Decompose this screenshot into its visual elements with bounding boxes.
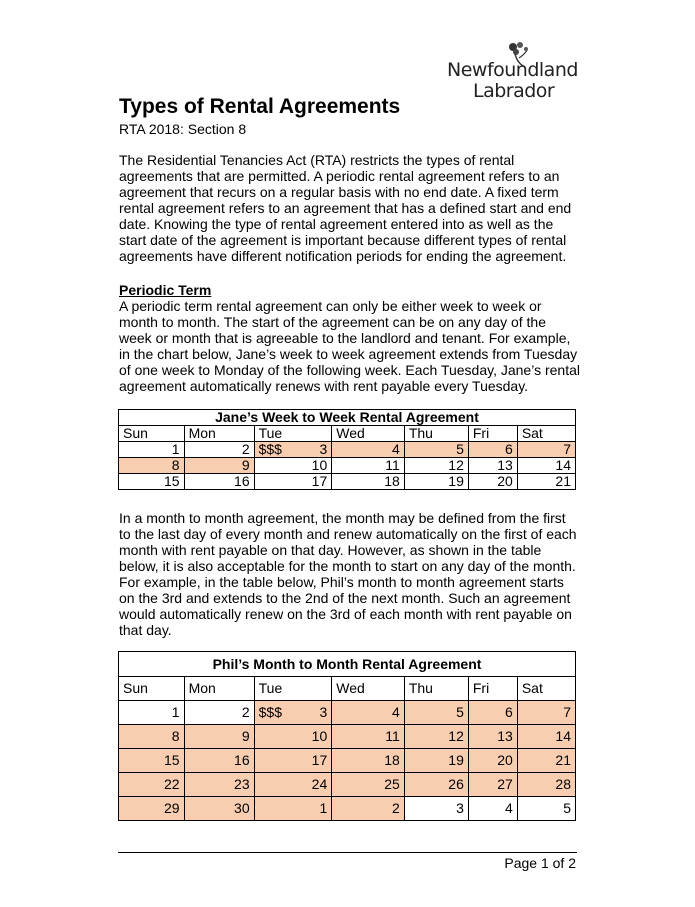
phil-date-cell <box>254 773 332 797</box>
date-number: 16 <box>234 752 250 768</box>
phil-date-cell <box>404 797 468 821</box>
phil-week-row <box>119 749 576 773</box>
date-number: 23 <box>234 776 250 792</box>
date-number: 2 <box>392 800 400 816</box>
phil-day-header: Thu <box>404 677 468 701</box>
date-number: 6 <box>505 704 513 720</box>
jane-week-row <box>119 442 576 458</box>
date-number: 10 <box>311 728 328 744</box>
jane-day-header-row <box>119 426 576 442</box>
date-number: 25 <box>384 776 400 792</box>
phil-day-header: Mon <box>184 677 254 701</box>
jane-date-cell <box>468 442 517 458</box>
page-subtitle: RTA 2018: Section 8 <box>119 121 247 137</box>
jane-date-cell <box>254 442 332 458</box>
jane-date-cell <box>119 474 185 490</box>
phil-date-cell <box>119 797 185 821</box>
phil-date-cell <box>468 701 517 725</box>
phil-date-cell <box>254 701 332 725</box>
phil-date-cell <box>404 773 468 797</box>
newfoundland-labrador-logo <box>447 40 579 102</box>
date-number: 21 <box>555 752 571 768</box>
phil-date-cell <box>517 701 575 725</box>
phil-date-cell <box>184 749 254 773</box>
date-number: 29 <box>164 800 180 816</box>
footer-divider <box>118 852 577 853</box>
date-number: 5 <box>456 441 464 457</box>
periodic-term-paragraph: A periodic term rental agreement can only be either week to week or month to month. The start of the agreement can be on any day of the week or month that is agreeable to the landlord and tenant. For example, in the chart below, Jane’s week to week agreement extends from Tuesday of one week to Monday of the following week. Each Tuesday, Jane’s rental agreement automatically renews with rent payable every Tuesday. <box>119 298 580 394</box>
date-number: 11 <box>385 728 400 744</box>
date-number: 11 <box>385 457 400 473</box>
date-number: 21 <box>555 473 571 489</box>
date-number: 18 <box>384 473 400 489</box>
date-number: 16 <box>234 473 250 489</box>
phil-date-cell <box>254 749 332 773</box>
phil-date-cell <box>254 797 332 821</box>
date-number: 28 <box>555 776 571 792</box>
periodic-term-heading: Periodic Term <box>119 282 212 298</box>
date-number: 14 <box>555 457 571 473</box>
phil-date-cell <box>332 773 405 797</box>
phil-date-cell <box>468 749 517 773</box>
jane-date-cell <box>119 442 185 458</box>
date-number: 2 <box>241 441 250 457</box>
phil-day-header: Tue <box>254 677 332 701</box>
jane-date-cell <box>404 474 468 490</box>
date-number: 15 <box>163 473 180 489</box>
jane-date-cell <box>517 442 575 458</box>
phil-date-cell <box>184 725 254 749</box>
phil-week-row <box>119 701 576 725</box>
date-number: 15 <box>164 752 180 768</box>
date-number: 9 <box>241 728 250 744</box>
date-number: 13 <box>497 728 513 744</box>
phil-date-cell <box>119 725 185 749</box>
date-number: 27 <box>497 776 513 792</box>
phil-day-header: Sun <box>119 677 185 701</box>
phil-date-cell <box>404 725 468 749</box>
phil-date-cell <box>332 725 405 749</box>
jane-day-header: Thu <box>404 426 468 442</box>
rent-due-marker: $$$ <box>258 441 282 457</box>
jane-day-header: Sun <box>119 426 185 442</box>
date-number: 22 <box>164 776 180 792</box>
date-number: 4 <box>392 441 400 457</box>
phil-date-cell <box>404 749 468 773</box>
date-number: 20 <box>497 752 513 768</box>
jane-day-header: Tue <box>254 426 332 442</box>
jane-date-cell <box>332 458 405 474</box>
phil-date-cell <box>332 749 405 773</box>
phil-calendar-table <box>118 651 576 821</box>
phil-date-cell <box>119 773 185 797</box>
date-number: 4 <box>392 704 400 720</box>
jane-date-cell <box>254 474 332 490</box>
phil-week-row <box>119 725 576 749</box>
jane-date-cell <box>254 458 332 474</box>
phil-date-cell <box>332 701 405 725</box>
phil-date-cell <box>119 749 185 773</box>
date-number: 8 <box>171 457 180 473</box>
date-number: 12 <box>448 728 464 744</box>
date-number: 7 <box>563 441 571 457</box>
date-number: 19 <box>448 752 464 768</box>
phil-date-cell <box>254 725 332 749</box>
page-number: Page 1 of 2 <box>504 855 576 871</box>
date-number: 9 <box>241 457 250 473</box>
jane-day-header: Sat <box>517 426 575 442</box>
phil-date-cell <box>184 797 254 821</box>
phil-day-header: Wed <box>332 677 405 701</box>
phil-day-header: Sat <box>517 677 575 701</box>
phil-date-cell <box>517 749 575 773</box>
jane-date-cell <box>468 474 517 490</box>
jane-date-cell <box>468 458 517 474</box>
jane-table-body <box>119 442 576 490</box>
jane-date-cell <box>404 442 468 458</box>
date-number: 2 <box>241 704 250 720</box>
phil-date-cell <box>517 797 575 821</box>
date-number: 3 <box>456 800 464 816</box>
rent-due-marker: $$$ <box>258 704 282 720</box>
date-number: 1 <box>171 704 180 720</box>
jane-date-cell <box>184 474 254 490</box>
jane-day-header: Mon <box>184 426 254 442</box>
date-number: 6 <box>505 441 513 457</box>
date-number: 24 <box>311 776 328 792</box>
date-number: 5 <box>563 800 571 816</box>
month-to-month-paragraph: In a month to month agreement, the month may be defined from the first to the last day of every month and renew automatically on the first of each month with rent payable on that day. However, as shown in the table below, it is also acceptable for the month to start on any day of the month. For example, in the table below, Phil’s month to month agreement starts on the 3rd and extends to the 2nd of the next month. Such an agreement would automatically renew on the 3rd of each month with rent payable on that day. <box>119 510 577 638</box>
date-number: 14 <box>555 728 571 744</box>
date-number: 10 <box>311 457 328 473</box>
date-number: 30 <box>234 800 250 816</box>
date-number: 19 <box>448 473 464 489</box>
phil-date-cell <box>517 725 575 749</box>
date-number: 8 <box>171 728 180 744</box>
jane-date-cell <box>184 458 254 474</box>
date-number: 13 <box>497 457 513 473</box>
phil-date-cell <box>184 773 254 797</box>
jane-date-cell <box>184 442 254 458</box>
date-number: 1 <box>171 441 180 457</box>
date-number: 7 <box>563 704 571 720</box>
phil-week-row <box>119 773 576 797</box>
jane-date-cell <box>517 458 575 474</box>
date-number: 18 <box>384 752 400 768</box>
phil-day-header: Fri <box>468 677 517 701</box>
date-number: 17 <box>311 752 328 768</box>
logo-text-newfoundland: Newfoundland <box>447 59 578 81</box>
jane-date-cell <box>517 474 575 490</box>
phil-date-cell <box>468 725 517 749</box>
jane-calendar-table <box>118 409 576 490</box>
phil-table-caption: Phil’s Month to Month Rental Agreement <box>119 652 576 677</box>
phil-date-cell <box>184 701 254 725</box>
jane-day-header: Wed <box>332 426 405 442</box>
jane-date-cell <box>404 458 468 474</box>
date-number: 3 <box>319 704 328 720</box>
jane-week-row <box>119 474 576 490</box>
page-title: Types of Rental Agreements <box>119 95 401 118</box>
jane-day-header: Fri <box>468 426 517 442</box>
phil-date-cell <box>468 797 517 821</box>
phil-date-cell <box>468 773 517 797</box>
jane-table-caption: Jane’s Week to Week Rental Agreement <box>119 410 576 426</box>
date-number: 20 <box>497 473 513 489</box>
date-number: 3 <box>319 441 328 457</box>
jane-date-cell <box>119 458 185 474</box>
phil-date-cell <box>332 797 405 821</box>
phil-week-row <box>119 797 576 821</box>
phil-date-cell <box>119 701 185 725</box>
phil-day-header-row <box>119 677 576 701</box>
date-number: 4 <box>505 800 513 816</box>
date-number: 26 <box>448 776 464 792</box>
phil-date-cell <box>404 701 468 725</box>
phil-table-body <box>119 701 576 821</box>
jane-date-cell <box>332 474 405 490</box>
jane-date-cell <box>332 442 405 458</box>
logo-text-labrador: Labrador <box>473 80 555 102</box>
intro-paragraph: The Residential Tenancies Act (RTA) restricts the types of rental agreements that are permitted. A periodic rental agreement refers to an agreement that recurs on a regular basis with no end date. A fixed term rental agreement refers to an agreement that has a defined start and end date. Knowing the type of rental agreement entered into as well as the start date of the agreement is important because different types of rental agreements have different notification periods for ending the agreement. <box>119 152 572 264</box>
date-number: 1 <box>319 800 328 816</box>
date-number: 5 <box>456 704 464 720</box>
date-number: 12 <box>448 457 464 473</box>
phil-date-cell <box>517 773 575 797</box>
date-number: 17 <box>311 473 328 489</box>
jane-week-row <box>119 458 576 474</box>
